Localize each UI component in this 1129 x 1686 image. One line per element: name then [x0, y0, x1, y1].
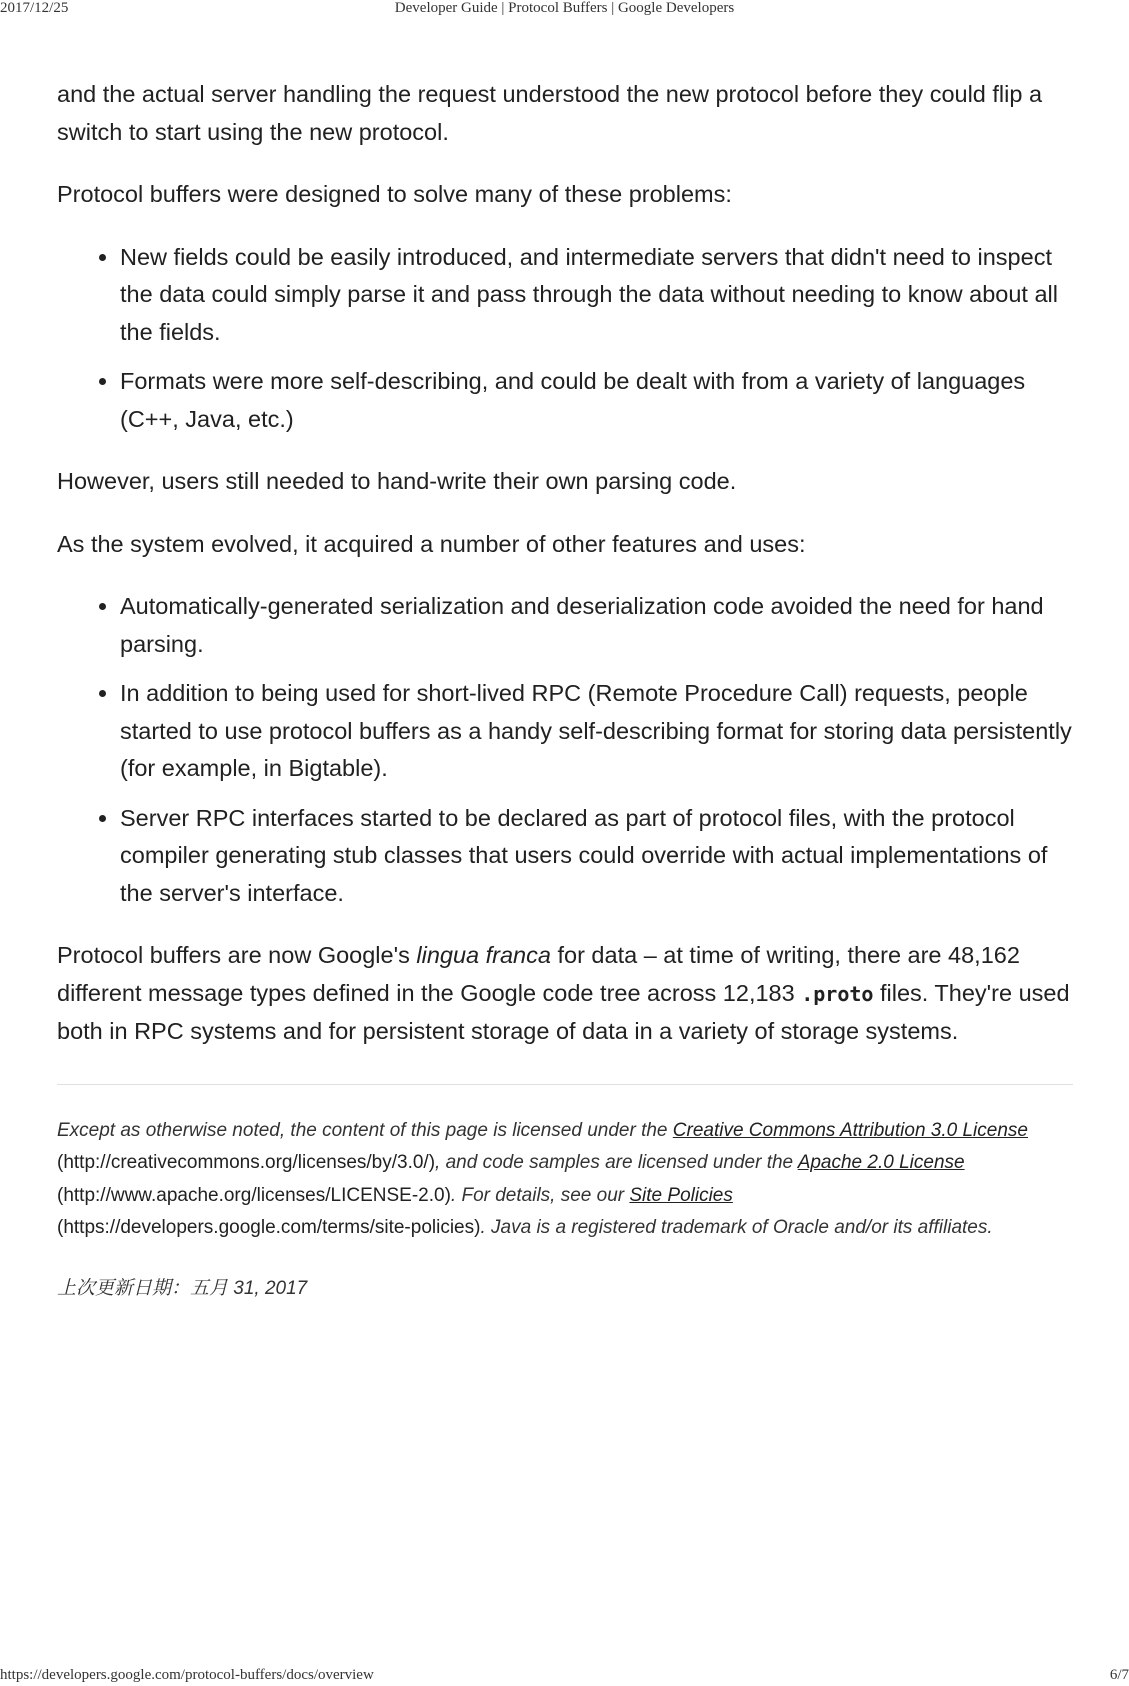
site-policies-link[interactable]: Site Policies	[629, 1184, 733, 1206]
print-page-title: Developer Guide | Protocol Buffers | Google Developers	[394, 0, 735, 16]
text: for data – at time of writing, there are 48,162 different message types defined in the Google code tree across 12,183	[57, 942, 1020, 1006]
site-policies-url: (https://developers.google.com/terms/site-policies)	[57, 1217, 481, 1238]
list-item: • Server RPC interfaces started to be declared as part of protocol files, with the protocol compiler generating stub classes that users could override with actual implementations of the server's interface.	[120, 800, 1073, 913]
text: . For details, see our	[450, 1184, 630, 1206]
divider	[57, 1084, 1073, 1085]
page-number: 6/7	[1109, 1667, 1129, 1683]
cc-license-url: (http://creativecommons.org/licenses/by/3.0/)	[57, 1152, 436, 1173]
text: . Java is a registered trademark of Oracle and/or its affiliates.	[480, 1217, 993, 1238]
text: Except as otherwise noted, the content of this page is licensed under the	[57, 1119, 673, 1141]
code-proto: .proto	[801, 981, 874, 1006]
license-notice	[57, 1115, 1073, 1245]
list-item: • Formats were more self-describing, and could be dealt with from a variety of languages (C++, Java, etc.)	[120, 363, 1073, 438]
text: Protocol buffers are now Google's	[57, 942, 417, 968]
text: , and code samples are licensed under the	[435, 1152, 798, 1173]
list-item: • Automatically-generated serialization and deserialization code avoided the need for hand parsing.	[120, 588, 1073, 663]
bullet-list	[57, 239, 1073, 439]
print-header	[0, 0, 1129, 18]
paragraph: As the system evolved, it acquired a number of other features and uses:	[57, 530, 806, 557]
print-footer	[0, 1666, 1129, 1686]
text: files. They're used both in RPC systems and for persistent storage of data in a variety of storage systems.	[57, 979, 1070, 1044]
article-body	[57, 76, 1073, 1332]
bullet-list	[57, 588, 1073, 912]
emphasis-text: lingua franca	[416, 942, 551, 968]
list-item: • New fields could be easily introduced, and intermediate servers that didn't need to inspect the data could simply parse it and pass through the data without needing to know about all the fields.	[120, 239, 1073, 352]
last-updated: 上次更新日期：五月 31, 2017	[57, 1277, 308, 1299]
apache-license-link[interactable]: Apache 2.0 License	[797, 1152, 965, 1173]
apache-license-url: (http://www.apache.org/licenses/LICENSE-2.0)	[57, 1184, 451, 1206]
paragraph: and the actual server handling the request understood the new protocol before they could flip a switch to start using the new protocol.	[57, 81, 1043, 145]
paragraph: However, users still needed to hand-write their own parsing code.	[57, 468, 737, 494]
paragraph: Protocol buffers were designed to solve many of these problems:	[57, 181, 732, 207]
print-date: 2017/12/25	[0, 0, 69, 16]
list-item: • In addition to being used for short-lived RPC (Remote Procedure Call) requests, people started to use protocol buffers as a handy self-describing format for storing data persistently (for example, in Bigtable).	[120, 675, 1073, 788]
cc-license-link[interactable]: Creative Commons Attribution 3.0 License	[672, 1119, 1028, 1141]
paragraph	[57, 937, 1073, 1051]
print-url: https://developers.google.com/protocol-buffers/docs/overview	[0, 1667, 374, 1683]
